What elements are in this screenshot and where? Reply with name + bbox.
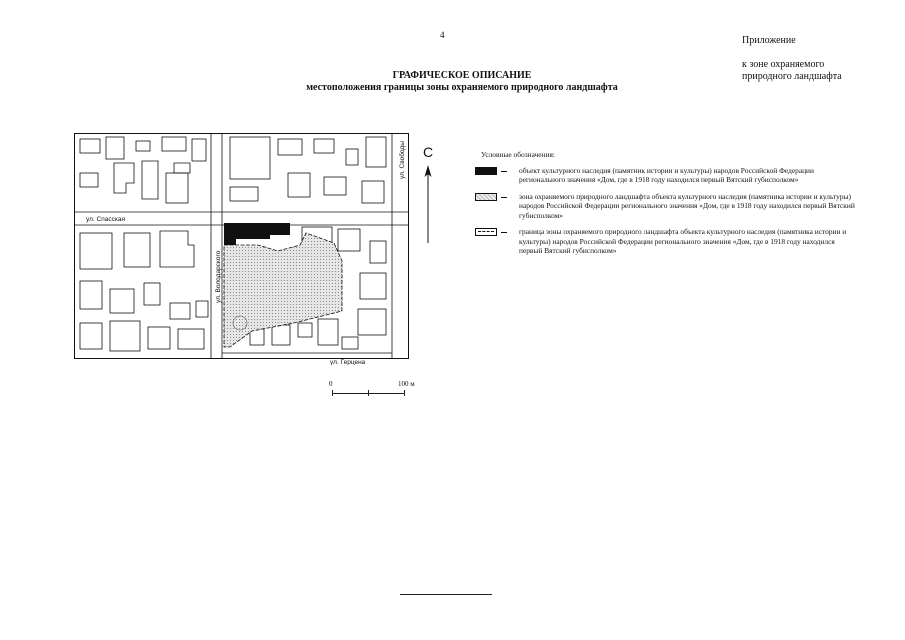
label-gertsena: ул. Герцена (330, 359, 366, 365)
dash-icon (501, 171, 507, 172)
legend-heading: Условные обозначения: (481, 150, 555, 159)
scale-end-label: 100 м (398, 380, 415, 388)
site-map (74, 133, 414, 365)
legend-text: граница зоны охраняемого природного ландшафта объекта культурного наследия (памятника истории и культуры) народов Российской Федерации регионального значения «Дом, где в 1918 году находился первый Вятский губисполком» (519, 227, 847, 255)
title-main: ГРАФИЧЕСКОЕ ОПИСАНИЕ (392, 70, 532, 81)
map-legend (475, 150, 855, 263)
legend-text: зона охраняемого природного ландшафта объекта культурного наследия (памятника истории и культуры) народов Российской Федерации регионального значения «Дом, где в 1918 году находился первый Вятский губисполком» (519, 191, 855, 220)
north-arrow (420, 145, 440, 245)
label-volodarskogo: ул. Володарского (215, 250, 222, 303)
title-sub: местоположения границы зоны охраняемого природного ландшафта (306, 82, 618, 93)
page-number: 4 (440, 30, 445, 40)
scale-tick (404, 390, 405, 396)
scale-tick (368, 390, 369, 396)
zone-swatch-icon (475, 193, 497, 201)
north-label: С (423, 145, 434, 160)
scale-bar (320, 380, 420, 404)
dash-icon (501, 197, 507, 198)
legend-item-monument (475, 166, 855, 185)
document-title (250, 70, 674, 94)
appendix-ref-line1: к зоне охраняемого (742, 59, 825, 70)
appendix-ref-line2: природного ландшафта (742, 71, 842, 82)
north-arrow-icon (420, 145, 440, 245)
footer-rule (400, 594, 492, 595)
site-map-svg (74, 133, 414, 365)
monument-swatch-icon (475, 167, 497, 175)
boundary-swatch-icon (475, 228, 497, 236)
legend-item-zone (475, 192, 855, 221)
scale-tick (332, 390, 333, 396)
label-svobody: ул. Свободы (399, 141, 406, 179)
appendix-title: Приложение (742, 35, 796, 46)
appendix-block (742, 35, 842, 83)
scale-start-label: 0 (329, 380, 333, 388)
dash-icon (501, 232, 507, 233)
legend-text: объект культурного наследия (памятник истории и культуры) народов Российской Федерации регионального значения «Дом, где в 1918 году находился первый Вятский губисполком» (519, 165, 814, 184)
label-spasskaya: ул. Спасская (86, 216, 125, 223)
legend-item-boundary (475, 227, 855, 256)
